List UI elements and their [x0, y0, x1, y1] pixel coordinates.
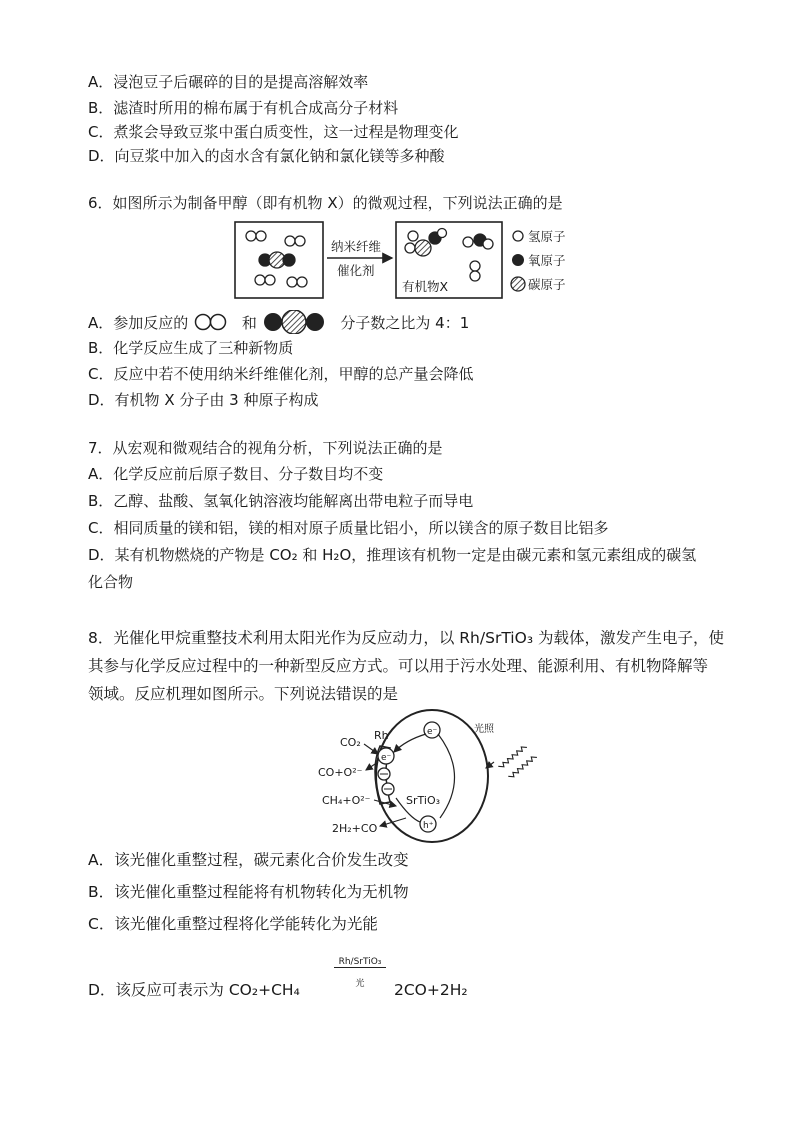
carbon-legend-icon: [511, 277, 525, 291]
q8-stem-line-1: 8．光催化甲烷重整技术利用太阳光作为反应动力，以 Rh/SrTiO₃ 为载体，激发产生电子，使: [88, 629, 724, 647]
product-label: 有机物X: [402, 279, 449, 294]
q8-option-c: C．该光催化重整过程将化学能转化为光能: [88, 915, 378, 933]
q6-option-a-prefix: A．参加反应的: [88, 314, 189, 332]
co2-molecule-inline: [262, 310, 326, 334]
q6-option-c: C．反应中若不使用纳米纤维催化剂，甲醇的总产量会降低: [88, 365, 474, 383]
electron-label-2: e⁻: [381, 753, 392, 763]
oxygen-legend-icon: [512, 254, 524, 266]
legend: [511, 229, 566, 292]
light-label: 光照: [474, 724, 494, 735]
electron-label-1: e⁻: [427, 727, 438, 737]
q7-option-d: D．某有机物燃烧的产物是 CO₂ 和 H₂O，推理该有机物一定是由碳元素和氢元素组成的碳氢: [88, 546, 697, 564]
legend-hydrogen: 氢原子: [528, 229, 566, 244]
hydrogen-legend-icon: [513, 231, 523, 241]
q8-option-a: A．该光催化重整过程，碳元素化合价发生改变: [88, 851, 409, 869]
q7-option-c: C．相同质量的镁和铝，镁的相对原子质量比铝小，所以镁含的原子数目比铝多: [88, 519, 609, 537]
q7-option-b: B．乙醇、盐酸、氢氧化钠溶液均能解离出带电粒子而导电: [88, 492, 474, 510]
hole-label: h⁺: [423, 821, 434, 831]
legend-oxygen: 氧原子: [528, 253, 566, 268]
legend-carbon: 碳原子: [528, 277, 566, 292]
q6-option-a-suffix: 分子数之比为 4：1: [340, 314, 470, 332]
q8-option-d-prefix: D．该反应可表示为 CO₂+CH₄: [88, 981, 300, 999]
srtio3-label: SrTiO₃: [406, 794, 441, 807]
q6-option-d: D．有机物 X 分子由 3 种原子构成: [88, 391, 319, 409]
q5-option-c: C．煮浆会导致豆浆中蛋白质变性，这一过程是物理变化: [88, 123, 459, 141]
q8-stem-line-3: 领域。反应机理如图所示。下列说法错误的是: [88, 685, 399, 703]
q5-option-b: B．滤渣时所用的棉布属于有机合成高分子材料: [88, 99, 399, 117]
q8-mechanism-diagram: [310, 706, 540, 846]
condition-bottom: 光: [355, 979, 365, 989]
methanol-molecule: [405, 229, 447, 257]
q7-stem: 7．从宏观和微观结合的视角分析，下列说法正确的是: [88, 439, 443, 457]
h2-co-label: 2H₂+CO: [332, 822, 378, 835]
q7-option-d-continued: 化合物: [88, 573, 134, 591]
catalyst-label-2: 催化剂: [337, 263, 375, 278]
catalyst-label-1: 纳米纤维: [331, 239, 382, 254]
condition-top: Rh/SrTiO₃: [334, 957, 386, 968]
h2-leftover: [470, 261, 480, 281]
co2-molecule: [259, 252, 295, 268]
q5-option-d: D．向豆浆中加入的卤水含有氯化钠和氯化镁等多种酸: [88, 147, 445, 165]
q5-option-a: A．浸泡豆子后碾碎的目的是提高溶解效率: [88, 73, 369, 91]
ch4-o-label: CH₄+O²⁻: [322, 794, 371, 807]
q8-option-b: B．该光催化重整过程能将有机物转化为无机物: [88, 883, 409, 901]
q8-option-d-suffix: 2CO+2H₂: [394, 981, 468, 999]
q6-option-a-and: 和: [241, 314, 257, 332]
h2-molecule-inline: [193, 313, 229, 331]
q7-option-a: A．化学反应前后原子数目、分子数目均不变: [88, 465, 384, 483]
q6-reaction-diagram: [230, 214, 600, 304]
q6-option-a: [88, 310, 469, 334]
water-molecule: [463, 234, 493, 249]
q8-stem-line-2: 其参与化学反应过程中的一种新型反应方式。可以用于污水处理、能源利用、有机物降解等: [88, 657, 709, 675]
co2-label: CO₂: [340, 736, 361, 749]
co-o-label: CO+O²⁻: [318, 766, 363, 779]
q6-option-b: B．化学反应生成了三种新物质: [88, 339, 294, 357]
q6-stem: 6．如图所示为制备甲醇（即有机物 X）的微观过程，下列说法正确的是: [88, 194, 563, 212]
rh-label: Rh: [374, 729, 389, 742]
q8-option-d: [88, 980, 300, 1000]
